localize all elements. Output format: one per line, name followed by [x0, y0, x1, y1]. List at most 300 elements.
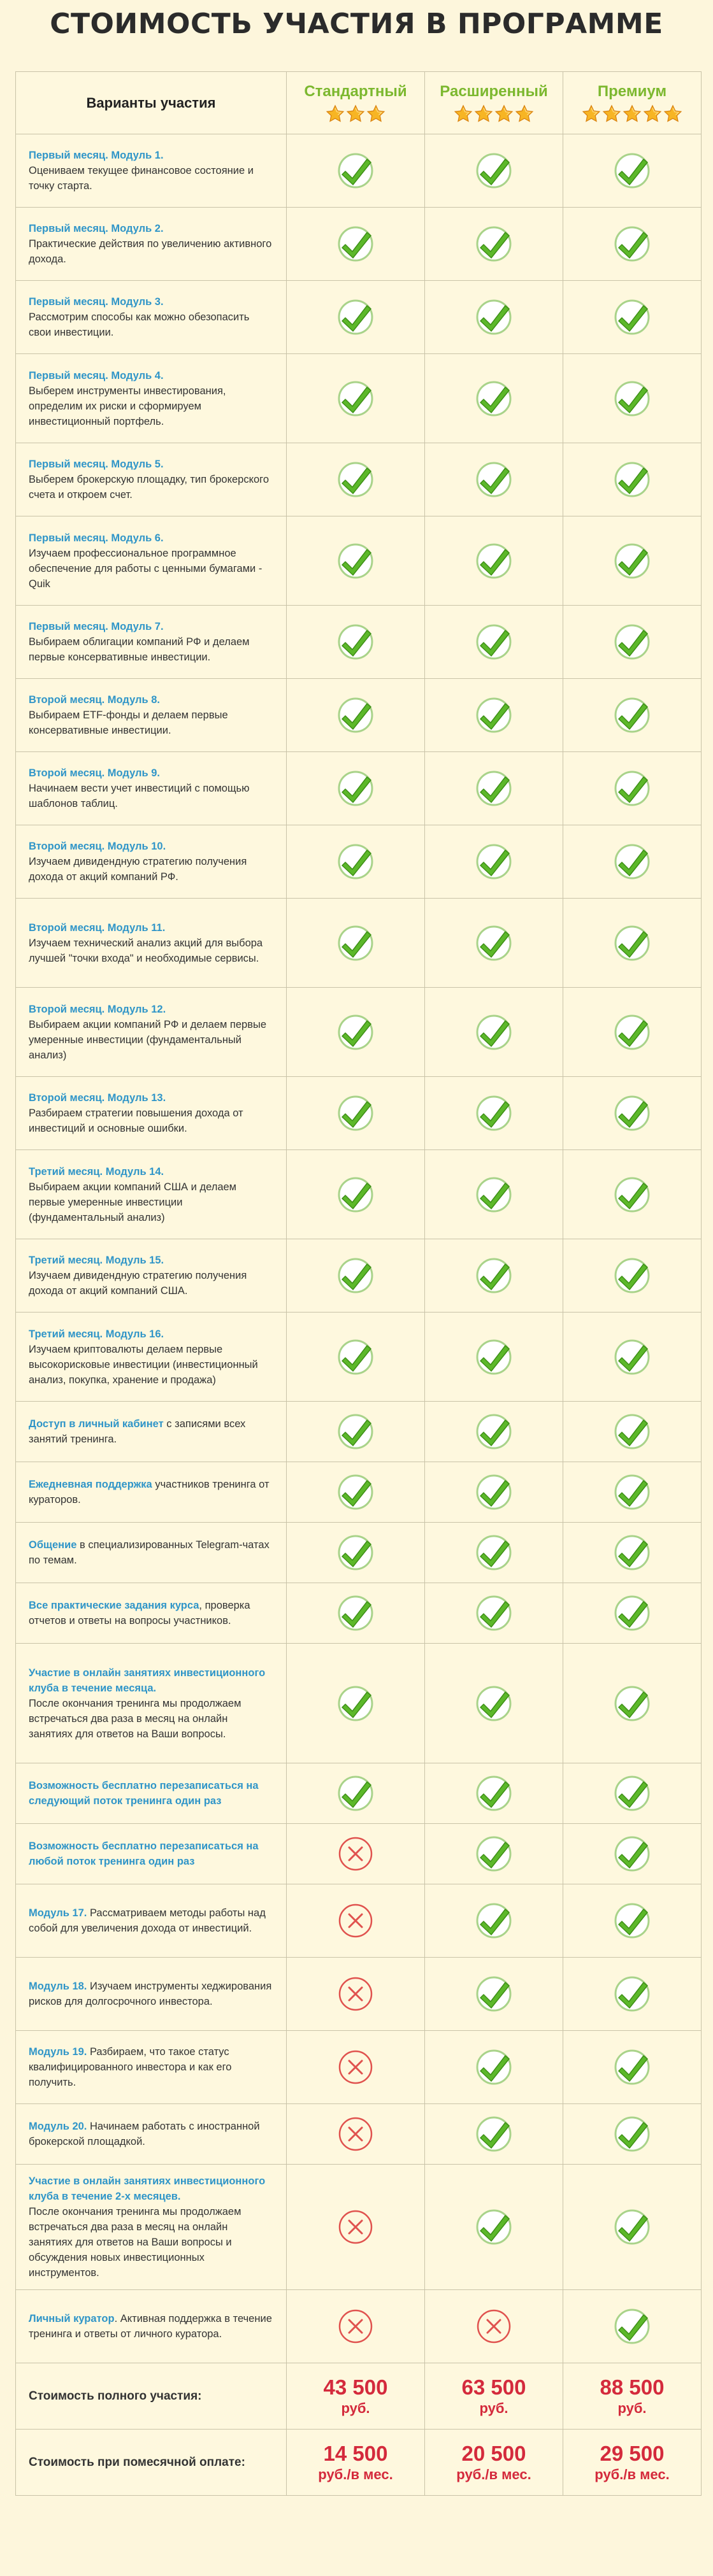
table-row: [16, 2290, 702, 2363]
feature-cell: [16, 752, 287, 825]
table-row: [16, 2165, 702, 2290]
plan-header-standard: [287, 72, 425, 134]
feature-text: участников тренинга от кураторов.: [29, 1479, 270, 1505]
feature-cell: [16, 1763, 287, 1824]
check-icon: [613, 152, 651, 190]
table-row: [16, 354, 702, 443]
price-unit: руб.: [341, 2400, 370, 2416]
feature-text: Оцениваем текущее финансовое состояние и точку старта.: [29, 165, 254, 192]
price-rows: [16, 2363, 702, 2496]
feature-cell: [16, 1644, 287, 1763]
price-cell: [563, 2430, 702, 2496]
check-icon: [475, 298, 513, 336]
included-cell: [563, 2031, 702, 2104]
feature-text: Изучаем технический анализ акций для выбора лучшей "точки входа" и необходимые сервисы.: [29, 937, 263, 964]
star-icon: [366, 104, 385, 124]
table-row: [16, 1462, 702, 1523]
plan-header-extended: [425, 72, 563, 134]
included-cell: [563, 2104, 702, 2165]
check-icon: [336, 380, 375, 418]
check-icon: [475, 924, 513, 962]
table-row: [16, 1402, 702, 1462]
check-icon: [613, 1774, 651, 1812]
plan-stars: [425, 104, 563, 124]
not-included-cell: [287, 1884, 425, 1958]
check-icon: [613, 2115, 651, 2153]
feature-lead: Модуль 18.: [29, 1981, 87, 1992]
included-cell: [425, 606, 563, 679]
cross-icon: [336, 1902, 375, 1940]
check-icon: [613, 1534, 651, 1572]
table-header-row: [16, 72, 702, 134]
check-icon: [336, 1256, 375, 1295]
feature-cell: [16, 354, 287, 443]
price-cell: [287, 2363, 425, 2430]
feature-cell: [16, 1077, 287, 1150]
feature-cell: [16, 134, 287, 208]
feature-text: После окончания тренинга мы продолжаем встречаться два раза в месяц на онлайн занятиях для ответов на Ваши вопросы.: [29, 1697, 241, 1740]
included-cell: [287, 679, 425, 752]
check-icon: [475, 380, 513, 418]
table-row: [16, 1077, 702, 1150]
check-icon: [336, 1594, 375, 1632]
feature-lead: Первый месяц. Модуль 1.: [29, 150, 164, 161]
check-icon: [475, 696, 513, 734]
check-icon: [475, 1684, 513, 1723]
check-icon: [613, 542, 651, 580]
not-included-cell: [287, 1824, 425, 1884]
star-icon: [623, 104, 642, 124]
check-icon: [475, 623, 513, 661]
table-row: [16, 679, 702, 752]
feature-cell: [16, 1313, 287, 1402]
included-cell: [563, 443, 702, 516]
included-cell: [287, 606, 425, 679]
feature-text: Рассматриваем методы работы над собой для увеличения дохода от инвестиций.: [29, 1907, 266, 1934]
star-icon: [454, 104, 473, 124]
check-icon: [475, 1835, 513, 1873]
price-amount: 88 500: [600, 2375, 665, 2399]
included-cell: [287, 1077, 425, 1150]
table-row: [16, 606, 702, 679]
included-cell: [563, 1150, 702, 1239]
feature-cell: [16, 516, 287, 606]
included-cell: [563, 516, 702, 606]
table-row: [16, 1763, 702, 1824]
included-cell: [563, 1402, 702, 1462]
included-cell: [425, 752, 563, 825]
cross-icon: [336, 1975, 375, 2013]
included-cell: [425, 2165, 563, 2290]
feature-text: Выбираем ETF-фонды и делаем первые консервативные инвестиции.: [29, 709, 228, 736]
check-icon: [475, 1013, 513, 1051]
table-row: [16, 1523, 702, 1583]
feature-lead: Второй месяц. Модуль 12.: [29, 1003, 166, 1015]
check-icon: [613, 460, 651, 499]
price-row: [16, 2430, 702, 2496]
included-cell: [563, 1763, 702, 1824]
price-cell: [287, 2430, 425, 2496]
star-icon: [494, 104, 514, 124]
included-cell: [425, 354, 563, 443]
price-label: Стоимость при помесячной оплате:: [16, 2430, 287, 2496]
feature-lead: Модуль 17.: [29, 1907, 87, 1919]
star-icon: [474, 104, 493, 124]
check-icon: [613, 696, 651, 734]
feature-lead: Доступ в личный кабинет: [29, 1418, 164, 1430]
feature-text: Рассмотрим способы как можно обезопасить свои инвестиции.: [29, 311, 250, 338]
feature-text: Выберем брокерскую площадку, тип брокерского счета и откроем счет.: [29, 474, 270, 501]
price-label: Стоимость полного участия:: [16, 2363, 287, 2430]
included-cell: [287, 1523, 425, 1583]
feature-text: Выбираем акции компаний США и делаем первые умеренные инвестиции (фундаментальный анализ): [29, 1181, 237, 1223]
included-cell: [563, 1077, 702, 1150]
feature-lead: Второй месяц. Модуль 11.: [29, 922, 166, 934]
check-icon: [613, 225, 651, 263]
not-included-cell: [287, 2165, 425, 2290]
cross-icon: [336, 2208, 375, 2246]
table-row: [16, 281, 702, 354]
star-icon: [515, 104, 534, 124]
included-cell: [425, 1958, 563, 2031]
included-cell: [425, 1313, 563, 1402]
feature-lead: Общение: [29, 1539, 77, 1551]
included-cell: [287, 134, 425, 208]
table-row: [16, 752, 702, 825]
included-cell: [287, 1313, 425, 1402]
plan-stars: [563, 104, 701, 124]
included-cell: [425, 1523, 563, 1583]
check-icon: [613, 1256, 651, 1295]
star-icon: [582, 104, 601, 124]
check-icon: [475, 1256, 513, 1295]
feature-lead: Участие в онлайн занятиях инвестиционного клуба в течение месяца.: [29, 1667, 266, 1694]
check-icon: [613, 1902, 651, 1940]
feature-cell: [16, 208, 287, 281]
feature-text: в специализированных Telegram-чатах по темам.: [29, 1539, 270, 1566]
check-icon: [336, 152, 375, 190]
feature-cell: [16, 443, 287, 516]
check-icon: [475, 1774, 513, 1812]
feature-lead: Модуль 19.: [29, 2046, 87, 2058]
feature-lead: Первый месяц. Модуль 5.: [29, 459, 164, 470]
feature-column-header: [16, 72, 287, 134]
plan-name: Стандартный: [304, 82, 407, 100]
feature-cell: [16, 1583, 287, 1644]
check-icon: [475, 225, 513, 263]
included-cell: [563, 1239, 702, 1313]
check-icon: [336, 843, 375, 881]
check-icon: [613, 1684, 651, 1723]
table-row: [16, 1150, 702, 1239]
feature-cell: [16, 1958, 287, 2031]
table-row: [16, 1239, 702, 1313]
check-icon: [613, 1176, 651, 1214]
check-icon: [336, 1176, 375, 1214]
check-icon: [475, 1594, 513, 1632]
included-cell: [287, 899, 425, 988]
included-cell: [287, 354, 425, 443]
included-cell: [563, 825, 702, 899]
table-row: [16, 516, 702, 606]
included-cell: [563, 281, 702, 354]
table-row: [16, 1824, 702, 1884]
included-cell: [287, 443, 425, 516]
check-icon: [613, 298, 651, 336]
feature-cell: [16, 899, 287, 988]
table-row: [16, 1884, 702, 1958]
included-cell: [425, 1644, 563, 1763]
plan-name: Премиум: [597, 82, 667, 100]
feature-cell: [16, 1523, 287, 1583]
check-icon: [613, 1975, 651, 2013]
price-unit: руб./в мес.: [318, 2466, 393, 2482]
included-cell: [563, 1583, 702, 1644]
star-icon: [326, 104, 345, 124]
feature-cell: [16, 1462, 287, 1523]
star-icon: [663, 104, 682, 124]
included-cell: [287, 1763, 425, 1824]
check-icon: [336, 1413, 375, 1451]
check-icon: [613, 623, 651, 661]
feature-cell: [16, 2165, 287, 2290]
check-icon: [475, 1338, 513, 1376]
check-icon: [475, 843, 513, 881]
feature-lead: Первый месяц. Модуль 2.: [29, 223, 164, 234]
feature-text: Выбираем акции компаний РФ и делаем первые умеренные инвестиции (фундаментальный анализ): [29, 1018, 267, 1061]
included-cell: [563, 679, 702, 752]
check-icon: [613, 2048, 651, 2086]
table-row: [16, 988, 702, 1077]
included-cell: [563, 988, 702, 1077]
check-icon: [613, 843, 651, 881]
included-cell: [425, 1239, 563, 1313]
not-included-cell: [287, 1958, 425, 2031]
check-icon: [613, 1094, 651, 1132]
feature-text: Изучаем профессиональное программное обеспечение для работы с ценными бумагами - Quik: [29, 547, 263, 590]
check-icon: [475, 2208, 513, 2246]
price-unit: руб.: [617, 2400, 647, 2416]
included-cell: [425, 679, 563, 752]
included-cell: [425, 825, 563, 899]
feature-cell: [16, 2290, 287, 2363]
included-cell: [425, 2104, 563, 2165]
check-icon: [475, 1413, 513, 1451]
included-cell: [287, 1462, 425, 1523]
table-row: [16, 208, 702, 281]
check-icon: [613, 1013, 651, 1051]
included-cell: [425, 1884, 563, 1958]
check-icon: [336, 623, 375, 661]
not-included-cell: [425, 2290, 563, 2363]
cross-icon: [475, 2307, 513, 2345]
price-amount: 20 500: [461, 2441, 526, 2465]
feature-lead: Второй месяц. Модуль 8.: [29, 694, 161, 706]
check-icon: [475, 152, 513, 190]
table-row: [16, 825, 702, 899]
price-unit: руб./в мес.: [456, 2466, 531, 2482]
check-icon: [475, 769, 513, 808]
feature-lead: Второй месяц. Модуль 9.: [29, 767, 161, 779]
table-row: [16, 1958, 702, 2031]
check-icon: [475, 1094, 513, 1132]
feature-lead: Личный куратор: [29, 2313, 115, 2324]
feature-lead: Третий месяц. Модуль 15.: [29, 1255, 164, 1266]
included-cell: [425, 988, 563, 1077]
included-cell: [425, 208, 563, 281]
price-cell: [425, 2430, 563, 2496]
included-cell: [563, 134, 702, 208]
included-cell: [563, 1462, 702, 1523]
check-icon: [336, 298, 375, 336]
table-row: [16, 2031, 702, 2104]
check-icon: [336, 1338, 375, 1376]
check-icon: [475, 1975, 513, 2013]
check-icon: [475, 460, 513, 499]
feature-cell: [16, 988, 287, 1077]
included-cell: [425, 1077, 563, 1150]
check-icon: [475, 2048, 513, 2086]
table-row: [16, 1313, 702, 1402]
feature-text: Выберем инструменты инвестирования, определим их риски и сформируем инвестиционный портфель.: [29, 385, 226, 427]
table-row: [16, 2104, 702, 2165]
included-cell: [425, 1462, 563, 1523]
feature-text: Начинаем вести учет инвестиций с помощью шаблонов таблиц.: [29, 783, 250, 809]
price-amount: 43 500: [323, 2375, 388, 2399]
price-unit: руб./в мес.: [594, 2466, 670, 2482]
included-cell: [287, 208, 425, 281]
included-cell: [287, 1239, 425, 1313]
included-cell: [425, 281, 563, 354]
feature-text: Разбираем стратегии повышения дохода от инвестиций и основные ошибки.: [29, 1107, 243, 1134]
check-icon: [475, 1473, 513, 1511]
feature-lead: Все практические задания курса: [29, 1600, 199, 1611]
feature-text: Изучаем дивидендную стратегию получения дохода от акций компаний РФ.: [29, 856, 247, 883]
price-cell: [563, 2363, 702, 2430]
included-cell: [287, 516, 425, 606]
feature-lead: Второй месяц. Модуль 13.: [29, 1092, 166, 1104]
feature-cell: [16, 1824, 287, 1884]
feature-column-title: Варианты участия: [86, 94, 216, 111]
included-cell: [563, 1884, 702, 1958]
check-icon: [613, 769, 651, 808]
included-cell: [287, 1644, 425, 1763]
check-icon: [475, 1176, 513, 1214]
included-cell: [287, 1583, 425, 1644]
cross-icon: [336, 2307, 375, 2345]
check-icon: [613, 380, 651, 418]
not-included-cell: [287, 2104, 425, 2165]
feature-text: Изучаем инструменты хеджирования рисков для долгосрочного инвестора.: [29, 1981, 272, 2007]
included-cell: [563, 1523, 702, 1583]
included-cell: [425, 1402, 563, 1462]
check-icon: [475, 2115, 513, 2153]
star-icon: [346, 104, 365, 124]
feature-lead: Второй месяц. Модуль 10.: [29, 841, 166, 852]
feature-lead: Возможность бесплатно перезаписаться на следующий поток тренинга один раз: [29, 1780, 259, 1807]
check-icon: [336, 1473, 375, 1511]
feature-text: Разбираем, что такое статус квалифицированного инвестора и как его получить.: [29, 2046, 232, 2088]
not-included-cell: [287, 2290, 425, 2363]
included-cell: [563, 606, 702, 679]
feature-lead: Модуль 20.: [29, 2121, 87, 2132]
feature-cell: [16, 1150, 287, 1239]
feature-cell: [16, 606, 287, 679]
star-icon: [602, 104, 621, 124]
included-cell: [425, 899, 563, 988]
included-cell: [425, 516, 563, 606]
check-icon: [613, 1338, 651, 1376]
check-icon: [475, 1902, 513, 1940]
included-cell: [287, 281, 425, 354]
check-icon: [336, 225, 375, 263]
included-cell: [563, 899, 702, 988]
feature-lead: Первый месяц. Модуль 3.: [29, 296, 164, 308]
included-cell: [563, 1644, 702, 1763]
check-icon: [475, 542, 513, 580]
feature-lead: Участие в онлайн занятиях инвестиционного клуба в течение 2-х месяцев.: [29, 2175, 266, 2202]
check-icon: [613, 2307, 651, 2345]
included-cell: [425, 1150, 563, 1239]
table-row: [16, 1583, 702, 1644]
check-icon: [613, 1594, 651, 1632]
included-cell: [287, 1150, 425, 1239]
price-cell: [425, 2363, 563, 2430]
feature-cell: [16, 1402, 287, 1462]
included-cell: [287, 1402, 425, 1462]
check-icon: [613, 1473, 651, 1511]
included-cell: [425, 134, 563, 208]
check-icon: [336, 696, 375, 734]
feature-lead: Первый месяц. Модуль 6.: [29, 532, 164, 544]
check-icon: [336, 1534, 375, 1572]
cross-icon: [336, 2048, 375, 2086]
check-icon: [336, 542, 375, 580]
table-row: [16, 1644, 702, 1763]
table-row: [16, 134, 702, 208]
included-cell: [425, 443, 563, 516]
star-icon: [643, 104, 662, 124]
included-cell: [563, 354, 702, 443]
cross-icon: [336, 2115, 375, 2153]
table-row: [16, 899, 702, 988]
feature-lead: Ежедневная поддержка: [29, 1479, 152, 1490]
price-amount: 63 500: [461, 2375, 526, 2399]
feature-lead: Первый месяц. Модуль 4.: [29, 369, 164, 381]
table-row: [16, 443, 702, 516]
plan-header-premium: [563, 72, 702, 134]
price-amount: 14 500: [323, 2441, 388, 2465]
feature-cell: [16, 825, 287, 899]
feature-lead: Возможность бесплатно перезаписаться на любой поток тренинга один раз: [29, 1840, 259, 1867]
included-cell: [287, 752, 425, 825]
feature-cell: [16, 281, 287, 354]
check-icon: [613, 2208, 651, 2246]
check-icon: [336, 460, 375, 499]
included-cell: [425, 1583, 563, 1644]
feature-text: , проверка отчетов и ответы на вопросы участников.: [29, 1600, 250, 1626]
plan-name: Расширенный: [440, 82, 548, 100]
feature-rows: [16, 134, 702, 2363]
price-row: [16, 2363, 702, 2430]
price-unit: руб.: [479, 2400, 508, 2416]
feature-text: Изучаем криптовалюты делаем первые высокорисковые инвестиции (инвестиционный анализ, покупка, хранение и продажа): [29, 1343, 258, 1386]
cross-icon: [336, 1835, 375, 1873]
included-cell: [563, 2290, 702, 2363]
plan-stars: [287, 104, 424, 124]
not-included-cell: [287, 2031, 425, 2104]
feature-cell: [16, 2104, 287, 2165]
